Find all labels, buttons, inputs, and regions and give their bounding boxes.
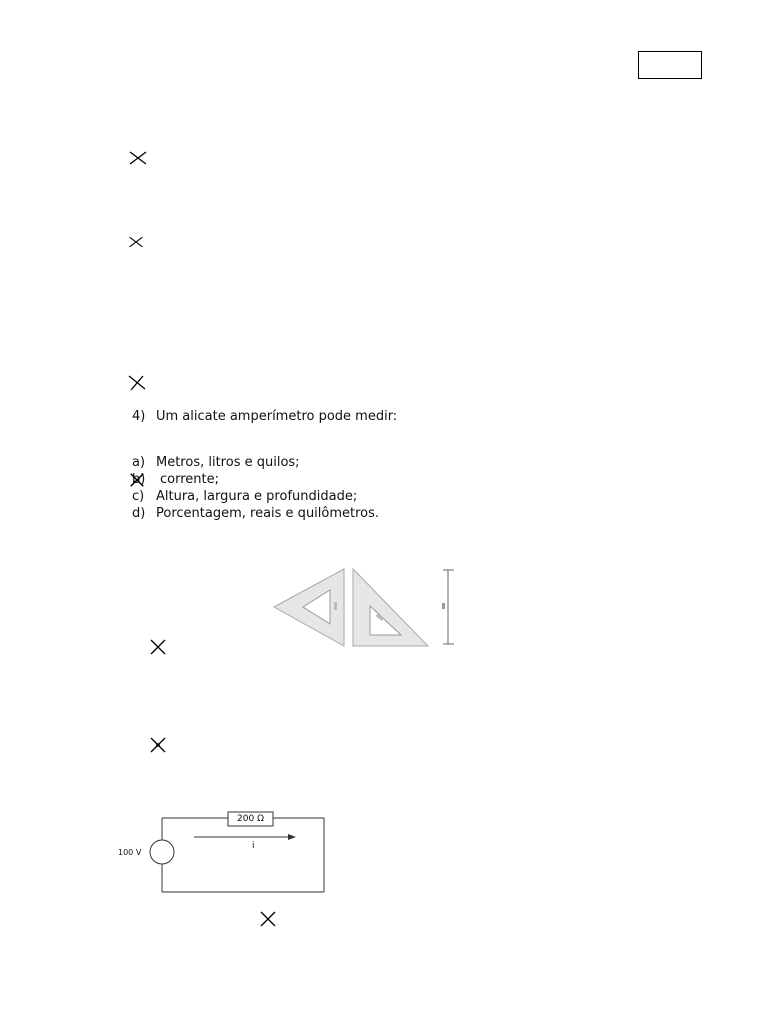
option-d bbox=[132, 505, 379, 522]
x-mark-icon bbox=[127, 373, 147, 393]
source-voltage-label: 100 V bbox=[118, 848, 142, 857]
height-dimension-line bbox=[442, 570, 454, 644]
question-number: 4) bbox=[132, 409, 146, 424]
voltage-source bbox=[150, 840, 174, 864]
option-c bbox=[132, 488, 357, 505]
question-text: Um alicate amperímetro pode medir: bbox=[156, 409, 398, 424]
option-label: d) bbox=[132, 506, 146, 521]
option-label: b) bbox=[132, 472, 146, 487]
answer-box bbox=[638, 51, 702, 79]
set-squares-figure bbox=[270, 564, 460, 650]
x-mark-icon bbox=[128, 234, 144, 250]
x-mark-icon bbox=[258, 909, 278, 929]
current-label: i bbox=[252, 841, 255, 851]
x-mark-icon bbox=[148, 637, 168, 657]
resistor-label: 200 Ω bbox=[237, 814, 264, 824]
option-text: Altura, largura e profundidade; bbox=[156, 489, 358, 504]
option-label: c) bbox=[132, 489, 145, 504]
x-mark-icon bbox=[148, 735, 168, 755]
option-text: Metros, litros e quilos; bbox=[156, 455, 300, 470]
x-mark-icon bbox=[128, 148, 148, 168]
option-text: Porcentagem, reais e quilômetros. bbox=[156, 506, 380, 521]
triangle-45 bbox=[353, 569, 428, 646]
question-4-prompt bbox=[132, 408, 397, 425]
triangle-30-60 bbox=[274, 569, 344, 646]
option-text: corrente; bbox=[160, 472, 219, 487]
current-arrow-head bbox=[288, 834, 296, 840]
option-label: a) bbox=[132, 455, 146, 470]
option-a bbox=[132, 454, 300, 471]
x-mark-icon bbox=[128, 471, 146, 489]
